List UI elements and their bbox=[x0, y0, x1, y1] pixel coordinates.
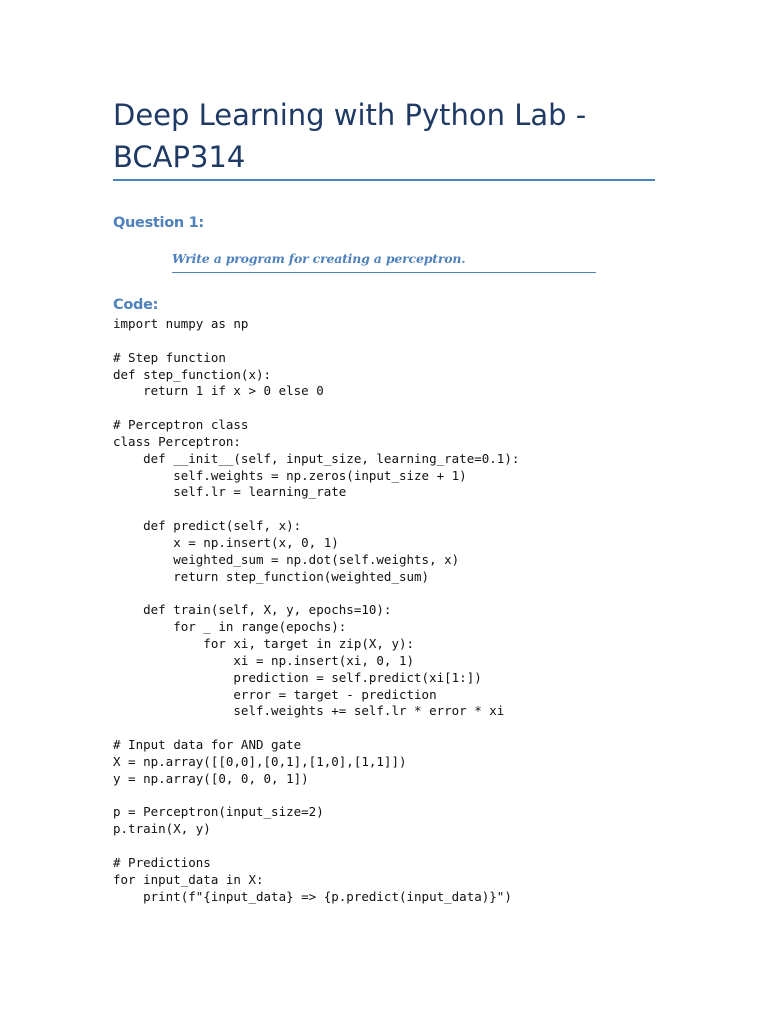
code-line: self.weights += self.lr * error * xi bbox=[113, 703, 505, 719]
code-line: x = np.insert(x, 0, 1) bbox=[113, 534, 339, 550]
code-line: xi = np.insert(xi, 0, 1) bbox=[113, 652, 415, 668]
code-line: # Input data for AND gate bbox=[113, 737, 302, 753]
code-line bbox=[113, 501, 519, 518]
code-line: p.train(X, y) bbox=[113, 821, 211, 837]
code-line bbox=[113, 838, 519, 855]
code-line: weighted_sum = np.dot(self.weights, x) bbox=[113, 551, 460, 567]
code-line bbox=[113, 333, 519, 350]
code-line: for _ in range(epochs): bbox=[113, 619, 347, 635]
code-line bbox=[113, 788, 519, 805]
code-line bbox=[113, 400, 519, 417]
code-line: p = Perceptron(input_size=2) bbox=[113, 804, 324, 820]
code-line: def predict(self, x): bbox=[113, 518, 302, 534]
code-line: # Predictions bbox=[113, 855, 211, 870]
code-line: X = np.array([[0,0],[0,1],[1,0],[1,1]]) bbox=[113, 753, 407, 769]
code-line: def __init__(self, input_size, learning_rate=0.1): bbox=[113, 450, 520, 466]
code-line bbox=[113, 720, 519, 737]
code-line: return 1 if x > 0 else 0 bbox=[113, 383, 324, 399]
code-line: self.weights = np.zeros(input_size + 1) bbox=[113, 467, 467, 483]
code-line bbox=[113, 586, 519, 603]
code-block bbox=[113, 316, 519, 906]
code-line: prediction = self.predict(xi[1:]) bbox=[113, 669, 482, 685]
question-heading: Question 1: bbox=[113, 215, 204, 231]
code-line: self.lr = learning_rate bbox=[113, 484, 347, 500]
code-line: def train(self, X, y, epochs=10): bbox=[113, 602, 392, 618]
code-heading: Code: bbox=[113, 297, 159, 313]
code-line: y = np.array([0, 0, 0, 1]) bbox=[113, 770, 309, 786]
code-line: # Step function bbox=[113, 349, 226, 365]
code-line: def step_function(x): bbox=[113, 366, 272, 382]
document-title: Deep Learning with Python Lab - BCAP314 bbox=[113, 98, 587, 174]
code-line: error = target - prediction bbox=[113, 686, 437, 702]
code-line: class Perceptron: bbox=[113, 433, 241, 449]
title-divider bbox=[113, 179, 655, 181]
code-line: for input_data in X: bbox=[113, 871, 264, 887]
question-quote-box bbox=[172, 249, 596, 273]
code-line: print(f"{input_data} => {p.predict(input_data)}") bbox=[113, 888, 512, 904]
code-line: import numpy as np bbox=[113, 316, 249, 331]
code-line: # Perceptron class bbox=[113, 417, 249, 433]
code-line: return step_function(weighted_sum) bbox=[113, 568, 430, 584]
code-line: for xi, target in zip(X, y): bbox=[113, 636, 415, 652]
question-text: Write a program for creating a perceptron. bbox=[172, 251, 466, 266]
